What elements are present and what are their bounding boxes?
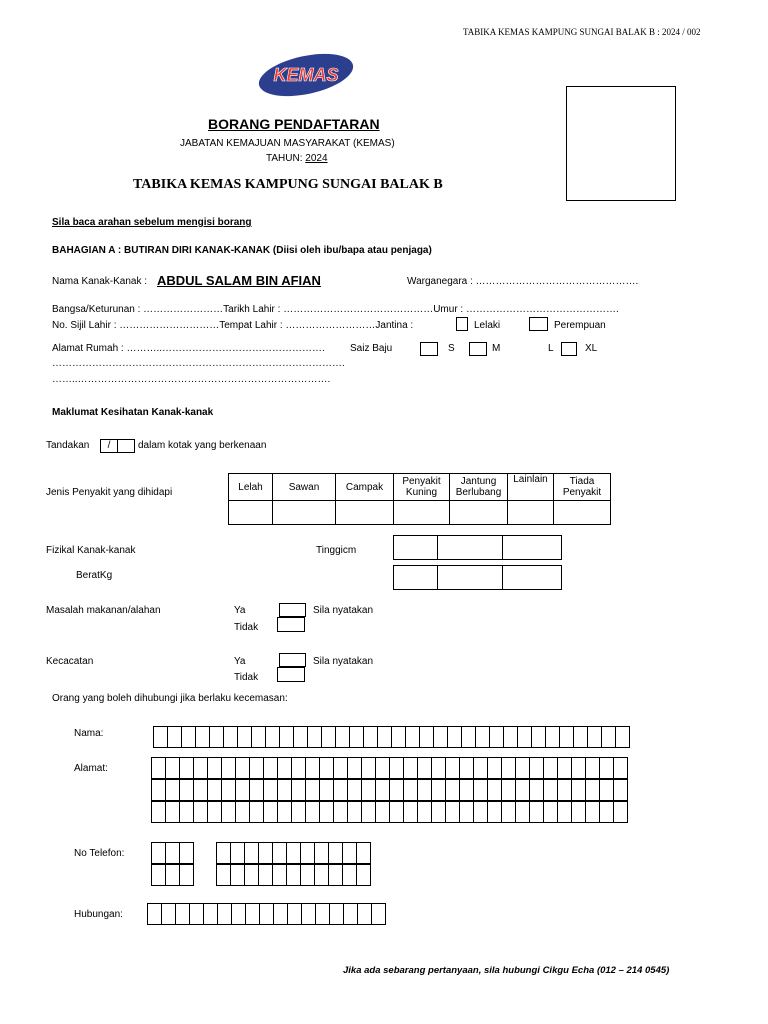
char-cell[interactable] bbox=[300, 864, 315, 886]
char-cell[interactable] bbox=[249, 801, 264, 823]
char-cell[interactable] bbox=[244, 864, 259, 886]
size-m-label: M bbox=[492, 343, 501, 354]
char-cell[interactable] bbox=[151, 842, 166, 864]
char-cell[interactable] bbox=[273, 903, 288, 925]
char-cell[interactable] bbox=[475, 726, 490, 748]
char-cell[interactable] bbox=[193, 779, 208, 801]
shirt-size-label: Saiz Baju bbox=[350, 343, 393, 354]
size-s-checkbox[interactable] bbox=[420, 342, 438, 356]
char-cell[interactable] bbox=[223, 726, 238, 748]
char-cell[interactable] bbox=[585, 801, 600, 823]
char-cell[interactable] bbox=[153, 726, 168, 748]
char-cell[interactable] bbox=[216, 842, 231, 864]
char-cell[interactable] bbox=[473, 801, 488, 823]
char-cell[interactable] bbox=[249, 757, 264, 779]
char-cell[interactable] bbox=[328, 864, 343, 886]
char-cell[interactable] bbox=[189, 903, 204, 925]
char-cell[interactable] bbox=[545, 726, 560, 748]
char-cell[interactable] bbox=[529, 757, 544, 779]
char-cell[interactable] bbox=[301, 903, 316, 925]
char-cell[interactable] bbox=[459, 757, 474, 779]
char-cell[interactable] bbox=[203, 903, 218, 925]
char-cell[interactable] bbox=[319, 779, 334, 801]
char-cell[interactable] bbox=[165, 801, 180, 823]
char-cell[interactable] bbox=[531, 726, 546, 748]
char-cell[interactable] bbox=[403, 779, 418, 801]
char-cell[interactable] bbox=[179, 801, 194, 823]
size-l-label: L bbox=[548, 343, 554, 354]
char-cell[interactable] bbox=[151, 864, 166, 886]
weight-label: BeratKg bbox=[76, 570, 113, 581]
char-cell[interactable] bbox=[517, 726, 532, 748]
phone-prefix-input-1[interactable] bbox=[151, 842, 193, 864]
char-cell[interactable] bbox=[329, 903, 344, 925]
char-cell[interactable] bbox=[389, 757, 404, 779]
char-cell[interactable] bbox=[431, 801, 446, 823]
kemas-logo bbox=[256, 52, 356, 98]
char-cell[interactable] bbox=[277, 757, 292, 779]
section-a-heading: BAHAGIAN A : BUTIRAN DIRI KANAK-KANAK (Diisi oleh ibu/bapa atau penjaga) bbox=[52, 245, 432, 256]
char-cell[interactable] bbox=[305, 757, 320, 779]
char-cell[interactable] bbox=[179, 842, 194, 864]
char-cell[interactable] bbox=[377, 726, 392, 748]
size-m-checkbox[interactable] bbox=[469, 342, 487, 356]
char-cell[interactable] bbox=[286, 864, 301, 886]
char-cell[interactable] bbox=[417, 757, 432, 779]
char-cell[interactable] bbox=[217, 903, 232, 925]
height-input[interactable] bbox=[393, 535, 562, 560]
char-cell[interactable] bbox=[179, 779, 194, 801]
emergency-address-label: Alamat: bbox=[74, 763, 108, 774]
disease-sawan: Sawan bbox=[273, 474, 336, 501]
char-cell[interactable] bbox=[193, 801, 208, 823]
char-cell[interactable] bbox=[571, 757, 586, 779]
char-cell[interactable] bbox=[258, 864, 273, 886]
char-cell[interactable] bbox=[265, 726, 280, 748]
address-line-2[interactable]: ……………………………………………………………………………. bbox=[52, 358, 345, 369]
char-cell[interactable] bbox=[235, 801, 250, 823]
char-cell[interactable] bbox=[347, 757, 362, 779]
char-cell[interactable] bbox=[501, 757, 516, 779]
char-cell[interactable] bbox=[305, 801, 320, 823]
char-cell[interactable] bbox=[221, 779, 236, 801]
char-cell[interactable] bbox=[613, 757, 628, 779]
char-cell[interactable] bbox=[249, 779, 264, 801]
char-cell[interactable] bbox=[501, 779, 516, 801]
char-cell[interactable] bbox=[375, 757, 390, 779]
char-cell[interactable] bbox=[209, 726, 224, 748]
char-cell[interactable] bbox=[314, 842, 329, 864]
char-cell[interactable] bbox=[417, 779, 432, 801]
physical-label: Fizikal Kanak-kanak bbox=[46, 545, 136, 556]
char-cell[interactable] bbox=[207, 801, 222, 823]
char-cell[interactable] bbox=[291, 779, 306, 801]
char-cell[interactable] bbox=[447, 726, 462, 748]
char-cell[interactable] bbox=[300, 842, 315, 864]
disease-checkbox-cell[interactable] bbox=[394, 501, 450, 525]
char-cell[interactable] bbox=[258, 842, 273, 864]
health-heading: Maklumat Kesihatan Kanak-kanak bbox=[52, 407, 214, 418]
char-cell[interactable] bbox=[403, 757, 418, 779]
char-cell[interactable] bbox=[356, 864, 371, 886]
char-cell[interactable] bbox=[272, 842, 287, 864]
char-cell[interactable] bbox=[286, 842, 301, 864]
disease-lainlain: Lainlain bbox=[508, 474, 554, 501]
char-cell[interactable] bbox=[585, 757, 600, 779]
char-cell[interactable] bbox=[361, 801, 376, 823]
char-cell[interactable] bbox=[342, 864, 357, 886]
gender-male-checkbox[interactable] bbox=[456, 317, 468, 331]
char-cell[interactable] bbox=[272, 864, 287, 886]
disability-no-checkbox[interactable] bbox=[277, 667, 305, 682]
gender-male-label: Lelaki bbox=[474, 320, 501, 331]
tick-example-box-2 bbox=[117, 439, 135, 453]
char-cell[interactable] bbox=[293, 726, 308, 748]
gender-female-label: Perempuan bbox=[554, 320, 606, 331]
school-name: TABIKA KEMAS KAMPUNG SUNGAI BALAK B bbox=[133, 177, 443, 192]
char-cell[interactable] bbox=[515, 779, 530, 801]
tick-post: dalam kotak yang berkenaan bbox=[138, 440, 267, 451]
char-cell[interactable] bbox=[391, 726, 406, 748]
char-cell[interactable] bbox=[361, 757, 376, 779]
food-no-checkbox[interactable] bbox=[277, 617, 305, 632]
char-cell[interactable] bbox=[291, 801, 306, 823]
char-cell[interactable] bbox=[515, 801, 530, 823]
height-cell[interactable] bbox=[438, 536, 503, 560]
char-cell[interactable] bbox=[333, 757, 348, 779]
char-cell[interactable] bbox=[571, 779, 586, 801]
char-cell[interactable] bbox=[559, 726, 574, 748]
char-cell[interactable] bbox=[431, 757, 446, 779]
char-cell[interactable] bbox=[557, 757, 572, 779]
disease-lelah: Lelah bbox=[229, 474, 273, 501]
char-cell[interactable] bbox=[357, 903, 372, 925]
char-cell[interactable] bbox=[613, 801, 628, 823]
char-cell[interactable] bbox=[333, 779, 348, 801]
svg-text:KEMAS: KEMAS bbox=[273, 65, 339, 85]
char-cell[interactable] bbox=[287, 903, 302, 925]
char-cell[interactable] bbox=[305, 779, 320, 801]
char-cell[interactable] bbox=[445, 757, 460, 779]
disease-table bbox=[228, 473, 611, 525]
char-cell[interactable] bbox=[216, 864, 231, 886]
char-cell[interactable] bbox=[557, 801, 572, 823]
char-cell[interactable] bbox=[445, 801, 460, 823]
char-cell[interactable] bbox=[181, 726, 196, 748]
char-cell[interactable] bbox=[487, 801, 502, 823]
char-cell[interactable] bbox=[179, 757, 194, 779]
char-cell[interactable] bbox=[147, 903, 162, 925]
char-cell[interactable] bbox=[501, 801, 516, 823]
char-cell[interactable] bbox=[207, 779, 222, 801]
food-no-label: Tidak bbox=[234, 622, 259, 633]
char-cell[interactable] bbox=[363, 726, 378, 748]
char-cell[interactable] bbox=[263, 801, 278, 823]
disease-tiada-penyakit: Tiada Penyakit bbox=[554, 474, 611, 501]
char-cell[interactable] bbox=[389, 801, 404, 823]
char-cell[interactable] bbox=[375, 801, 390, 823]
char-cell[interactable] bbox=[371, 903, 386, 925]
char-cell[interactable] bbox=[245, 903, 260, 925]
form-reference: TABIKA KEMAS KAMPUNG SUNGAI BALAK B : 2024 / 002 bbox=[463, 27, 701, 37]
citizenship-field[interactable]: Warganegara : …………………………………………. bbox=[407, 276, 639, 287]
char-cell[interactable] bbox=[328, 842, 343, 864]
char-cell[interactable] bbox=[263, 779, 278, 801]
char-cell[interactable] bbox=[417, 801, 432, 823]
instruction: Sila baca arahan sebelum mengisi borang bbox=[52, 217, 252, 228]
char-cell[interactable] bbox=[587, 726, 602, 748]
char-cell[interactable] bbox=[235, 779, 250, 801]
phone-number-input-2[interactable] bbox=[216, 864, 370, 886]
char-cell[interactable] bbox=[613, 779, 628, 801]
home-address-field[interactable]: Alamat Rumah : ………..…………………………………………. bbox=[52, 343, 325, 354]
disease-checkbox-cell[interactable] bbox=[508, 501, 554, 525]
food-specify-label: Sila nyatakan bbox=[313, 605, 374, 616]
char-cell[interactable] bbox=[503, 726, 518, 748]
emergency-address-input-2[interactable] bbox=[151, 779, 627, 801]
weight-input[interactable] bbox=[393, 565, 562, 590]
food-yes-checkbox[interactable] bbox=[279, 603, 306, 617]
char-cell[interactable] bbox=[419, 726, 434, 748]
char-cell[interactable] bbox=[473, 779, 488, 801]
char-cell[interactable] bbox=[356, 842, 371, 864]
birthcert-birthplace-line[interactable]: No. Sijil Lahir : …………………………Tempat Lahir : ………………………Jantina : bbox=[52, 320, 414, 331]
disease-jantung-berlubang: Jantung Berlubang bbox=[450, 474, 508, 501]
phone-number-input-1[interactable] bbox=[216, 842, 370, 864]
form-title: BORANG PENDAFTARAN bbox=[208, 116, 380, 132]
disability-specify-label: Sila nyatakan bbox=[313, 656, 374, 667]
char-cell[interactable] bbox=[431, 779, 446, 801]
char-cell[interactable] bbox=[349, 726, 364, 748]
char-cell[interactable] bbox=[277, 801, 292, 823]
weight-cell[interactable] bbox=[438, 566, 503, 590]
year-row: TAHUN: 2024 bbox=[266, 153, 328, 164]
char-cell[interactable] bbox=[489, 726, 504, 748]
char-cell[interactable] bbox=[151, 801, 166, 823]
disability-label: Kecacatan bbox=[46, 656, 94, 667]
char-cell[interactable] bbox=[543, 779, 558, 801]
char-cell[interactable] bbox=[175, 903, 190, 925]
char-cell[interactable] bbox=[230, 864, 245, 886]
char-cell[interactable] bbox=[585, 779, 600, 801]
disability-yes-checkbox[interactable] bbox=[279, 653, 306, 667]
char-cell[interactable] bbox=[231, 903, 246, 925]
tick-example-box: / bbox=[100, 439, 118, 453]
char-cell[interactable] bbox=[263, 757, 278, 779]
char-cell[interactable] bbox=[165, 864, 180, 886]
relationship-label: Hubungan: bbox=[74, 909, 123, 920]
disease-checkbox-cell[interactable] bbox=[554, 501, 611, 525]
char-cell[interactable] bbox=[315, 903, 330, 925]
size-s-label: S bbox=[448, 343, 455, 354]
char-cell[interactable] bbox=[361, 779, 376, 801]
char-cell[interactable] bbox=[615, 726, 630, 748]
emergency-address-input-1[interactable] bbox=[151, 757, 627, 779]
child-name-value[interactable]: ABDUL SALAM BIN AFIAN bbox=[157, 273, 321, 288]
disease-checkbox-cell[interactable] bbox=[229, 501, 273, 525]
disease-checkbox-cell[interactable] bbox=[273, 501, 336, 525]
height-cell[interactable] bbox=[503, 536, 562, 560]
char-cell[interactable] bbox=[601, 726, 616, 748]
char-cell[interactable] bbox=[347, 801, 362, 823]
char-cell[interactable] bbox=[375, 779, 390, 801]
char-cell[interactable] bbox=[251, 726, 266, 748]
char-cell[interactable] bbox=[167, 726, 182, 748]
char-cell[interactable] bbox=[165, 757, 180, 779]
char-cell[interactable] bbox=[277, 779, 292, 801]
char-cell[interactable] bbox=[335, 726, 350, 748]
char-cell[interactable] bbox=[459, 801, 474, 823]
char-cell[interactable] bbox=[599, 757, 614, 779]
emergency-address-input-3[interactable] bbox=[151, 801, 627, 823]
child-name-label: Nama Kanak-Kanak : bbox=[52, 276, 148, 287]
disease-label: Jenis Penyakit yang dihidapi bbox=[46, 487, 173, 498]
char-cell[interactable] bbox=[314, 864, 329, 886]
char-cell[interactable] bbox=[195, 726, 210, 748]
char-cell[interactable] bbox=[319, 801, 334, 823]
char-cell[interactable] bbox=[347, 779, 362, 801]
char-cell[interactable] bbox=[487, 779, 502, 801]
char-cell[interactable] bbox=[599, 779, 614, 801]
disease-checkbox-cell[interactable] bbox=[336, 501, 394, 525]
char-cell[interactable] bbox=[487, 757, 502, 779]
char-cell[interactable] bbox=[459, 779, 474, 801]
disease-checkbox-cell[interactable] bbox=[450, 501, 508, 525]
food-yes-label: Ya bbox=[234, 605, 246, 616]
char-cell[interactable] bbox=[207, 757, 222, 779]
race-dob-age-line[interactable]: Bangsa/Keturunan : ……………………Tarikh Lahir : ………………………………………Umur : ………………………………………. bbox=[52, 304, 619, 315]
char-cell[interactable] bbox=[237, 726, 252, 748]
char-cell[interactable] bbox=[389, 779, 404, 801]
char-cell[interactable] bbox=[230, 842, 245, 864]
char-cell[interactable] bbox=[573, 726, 588, 748]
char-cell[interactable] bbox=[543, 801, 558, 823]
char-cell[interactable] bbox=[161, 903, 176, 925]
weight-cell[interactable] bbox=[503, 566, 562, 590]
phone-label: No Telefon: bbox=[74, 848, 125, 859]
char-cell[interactable] bbox=[433, 726, 448, 748]
height-label: Tinggicm bbox=[316, 545, 357, 556]
char-cell[interactable] bbox=[529, 801, 544, 823]
char-cell[interactable] bbox=[445, 779, 460, 801]
gender-female-checkbox[interactable] bbox=[529, 317, 548, 331]
food-allergy-label: Masalah makanan/alahan bbox=[46, 605, 161, 616]
char-cell[interactable] bbox=[221, 801, 236, 823]
char-cell[interactable] bbox=[165, 779, 180, 801]
char-cell[interactable] bbox=[333, 801, 348, 823]
char-cell[interactable] bbox=[321, 726, 336, 748]
disability-yes-label: Ya bbox=[234, 656, 246, 667]
char-cell[interactable] bbox=[529, 779, 544, 801]
emergency-name-label: Nama: bbox=[74, 728, 104, 739]
char-cell[interactable] bbox=[221, 757, 236, 779]
char-cell[interactable] bbox=[405, 726, 420, 748]
char-cell[interactable] bbox=[543, 757, 558, 779]
char-cell[interactable] bbox=[193, 757, 208, 779]
char-cell[interactable] bbox=[151, 757, 166, 779]
char-cell[interactable] bbox=[179, 864, 194, 886]
emergency-name-input[interactable] bbox=[153, 726, 629, 748]
tick-pre: Tandakan bbox=[46, 440, 90, 451]
char-cell[interactable] bbox=[461, 726, 476, 748]
char-cell[interactable] bbox=[599, 801, 614, 823]
disability-no-label: Tidak bbox=[234, 672, 259, 683]
char-cell[interactable] bbox=[151, 779, 166, 801]
char-cell[interactable] bbox=[279, 726, 294, 748]
department-name: JABATAN KEMAJUAN MASYARAKAT (KEMAS) bbox=[180, 138, 395, 149]
emergency-heading: Orang yang boleh dihubungi jika berlaku kecemasan: bbox=[52, 693, 288, 704]
height-cell[interactable] bbox=[394, 536, 438, 560]
char-cell[interactable] bbox=[307, 726, 322, 748]
char-cell[interactable] bbox=[342, 842, 357, 864]
char-cell[interactable] bbox=[473, 757, 488, 779]
weight-cell[interactable] bbox=[394, 566, 438, 590]
char-cell[interactable] bbox=[319, 757, 334, 779]
char-cell[interactable] bbox=[571, 801, 586, 823]
char-cell[interactable] bbox=[343, 903, 358, 925]
phone-prefix-input-2[interactable] bbox=[151, 864, 193, 886]
disease-penyakit-kuning: Penyakit Kuning bbox=[394, 474, 450, 501]
char-cell[interactable] bbox=[403, 801, 418, 823]
char-cell[interactable] bbox=[244, 842, 259, 864]
size-xl-label: XL bbox=[585, 343, 598, 354]
size-l-checkbox[interactable] bbox=[561, 342, 577, 356]
char-cell[interactable] bbox=[291, 757, 306, 779]
char-cell[interactable] bbox=[165, 842, 180, 864]
char-cell[interactable] bbox=[557, 779, 572, 801]
relationship-input[interactable] bbox=[147, 903, 385, 925]
photo-box[interactable] bbox=[566, 86, 676, 201]
disease-campak: Campak bbox=[336, 474, 394, 501]
char-cell[interactable] bbox=[515, 757, 530, 779]
footer-contact: Jika ada sebarang pertanyaan, sila hubungi Cikgu Echa (012 – 214 0545) bbox=[343, 965, 670, 976]
address-line-3[interactable]: ……..…………………………………………………………………. bbox=[52, 374, 331, 385]
char-cell[interactable] bbox=[235, 757, 250, 779]
char-cell[interactable] bbox=[259, 903, 274, 925]
